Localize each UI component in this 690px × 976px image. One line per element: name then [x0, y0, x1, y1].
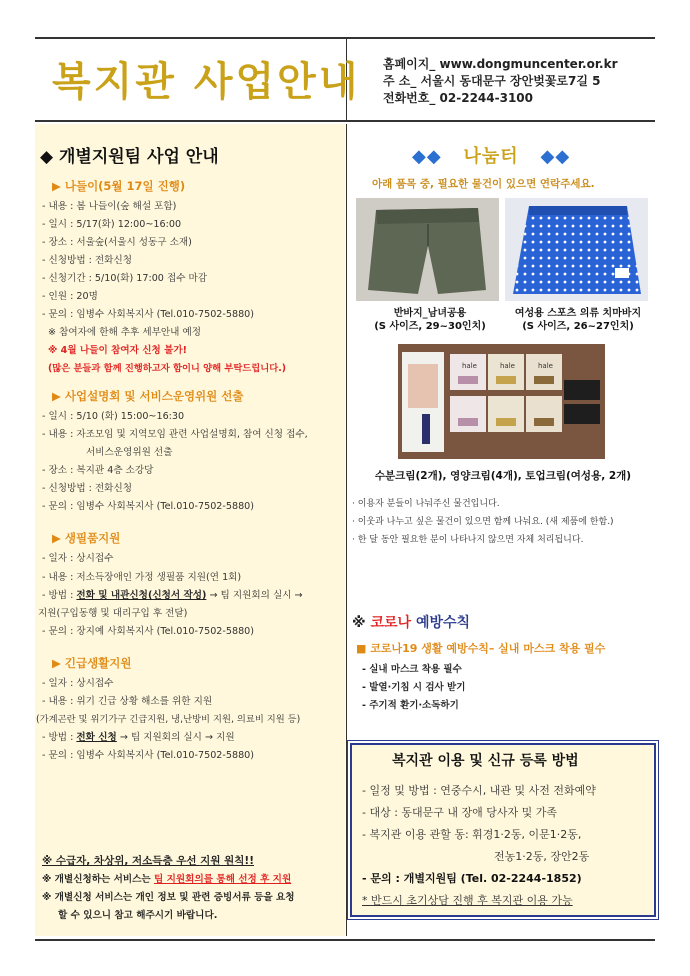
shorts-size: (S 사이즈, 29~30인치)	[374, 321, 486, 332]
share-subtitle: 아래 품목 중, 필요한 물건이 있으면 연락주세요.	[372, 178, 595, 190]
skirt-photo	[505, 198, 648, 301]
left-section-title: ◆ 개별지원팀 사업 안내	[40, 147, 219, 167]
cream-photo	[398, 344, 605, 459]
briefing-heading: ▶ 사업설명회 및 서비스운영위원 선출	[52, 389, 244, 403]
cream-caption: 수분크림(2개), 영양크림(4개), 토업크림(여성용, 2개)	[374, 470, 632, 482]
registration-district: - 복지관 이용 관할 동: 휘경1·2동, 이문1·2동,	[362, 828, 582, 841]
supplies-contact: - 문의 : 장지예 사회복지사 (Tel.010-7502-5880)	[42, 626, 255, 637]
diamond-icon: ◆◆	[412, 146, 442, 167]
privacy-note: ※ 개별신청 서비스는 개인 정보 및 관련 증빙서류 등을 요청	[42, 892, 295, 903]
outing-apology: (많은 분들과 함께 진행하고자 함이니 양해 부탁드립니다.)	[48, 363, 287, 374]
share-note-2: · 이웃과 나누고 싶은 물건이 있으면 함께 나눠요. (새 제품에 한함.)	[352, 517, 614, 527]
emergency-contact: - 문의 : 임병수 사회복지사 (Tel.010-7502-5880)	[42, 750, 255, 761]
registration-title: 복지관 이용 및 신규 등록 방법	[392, 753, 579, 769]
brand-label: hale	[500, 362, 515, 370]
emergency-content: - 내용 : 위기 긴급 상황 해소를 위한 지원	[42, 696, 213, 707]
registration-schedule: - 일정 및 방법 : 연중수시, 내관 및 사전 전화예약	[362, 784, 596, 797]
share-note-3: · 한 달 동안 필요한 분이 나타나지 않으면 자체 처리됩니다.	[352, 535, 584, 545]
outing-content: - 내용 : 봄 나들이(숲 해설 포함)	[42, 201, 177, 212]
homepage-url[interactable]: 홈페이지_ www.dongmuncenter.or.kr	[383, 57, 618, 71]
header-bottom-rule	[35, 120, 655, 122]
supplies-method-rest: → 팀 지원회의 실시 →	[206, 590, 303, 601]
column-divider	[346, 124, 347, 936]
selection-note-highlight: 팀 지원회의를 통해 선정 후 지원	[154, 874, 292, 885]
outing-contact: - 문의 : 임병수 사회복지사 (Tel.010-7502-5880)	[42, 309, 255, 320]
prevention-word: 예방수칙	[415, 615, 471, 631]
page-title: 복지관 사업안내	[52, 59, 361, 105]
emergency-method	[42, 729, 235, 743]
outing-place: - 장소 : 서울숲(서울시 성동구 소재)	[42, 237, 192, 248]
emergency-heading: ▶ 긴급생활지원	[52, 656, 132, 670]
selection-note	[42, 871, 291, 885]
reference-mark: ※	[352, 615, 366, 631]
supplies-method-label: - 방법 :	[42, 590, 77, 601]
corona-word: 코로나	[370, 615, 412, 631]
skirt-size: (S 사이즈, 26~27인치)	[522, 321, 634, 332]
briefing-content: - 내용 : 자조모임 및 지역모임 관련 사업설명회, 참여 신청 접수,	[42, 429, 308, 440]
outing-method: - 신청방법 : 전화신청	[42, 255, 132, 266]
priority-note: ※ 수급자, 차상위, 저소득층 우선 지원 원칙!!	[42, 855, 254, 867]
supplies-method-cont: 지원(구입동행 및 대리구입 후 전달)	[38, 608, 188, 619]
briefing-place: - 장소 : 복지관 4층 소강당	[42, 465, 154, 476]
share-note-1: · 이용자 분들이 나눠주신 물건입니다.	[352, 499, 500, 509]
briefing-date: - 일시 : 5/10 (화) 15:00~16:30	[42, 411, 185, 422]
outing-note: ※ 참여자에 한해 추후 세부안내 예정	[48, 327, 202, 338]
skirt-caption: 여성용 스포츠 의류 치마바지	[514, 308, 642, 319]
outing-date: - 일시 : 5/17(화) 12:00~16:00	[42, 219, 182, 230]
registration-district-cont: 전농1·2동, 장안2동	[494, 850, 590, 863]
shorts-image	[356, 198, 499, 301]
emergency-method-rest: → 팀 지원회의 실시 → 지원	[116, 732, 235, 743]
registration-note: * 반드시 초기상담 진행 후 복지관 이용 가능	[362, 894, 573, 907]
share-title-text: 나눔터	[463, 146, 519, 167]
briefing-content-cont: 서비스운영위원 선출	[86, 447, 173, 458]
outing-heading: ▶ 나들이(5월 17일 진행)	[52, 179, 186, 193]
briefing-method: - 신청방법 : 전화신청	[42, 483, 132, 494]
registration-contact: - 문의 : 개별지원팀 (Tel. 02-2244-1852)	[362, 872, 582, 885]
supplies-heading: ▶ 생필품지원	[52, 531, 121, 545]
outing-capacity: - 인원 : 20명	[42, 291, 98, 302]
supplies-method-highlight: 전화 및 내관신청(신청서 작성)	[76, 590, 207, 601]
bottom-rule	[35, 939, 655, 941]
outing-deadline: - 신청기간 : 5/10(화) 17:00 접수 마감	[42, 273, 208, 284]
share-title	[412, 142, 570, 168]
brand-label: hale	[462, 362, 477, 370]
supplies-date: - 일자 : 상시접수	[42, 553, 114, 564]
cream-image	[398, 344, 605, 459]
supplies-method	[42, 587, 303, 601]
skirt-image	[505, 198, 648, 301]
shorts-caption: 반바지_남녀공용	[393, 308, 467, 319]
selection-note-label: ※ 개별신청하는 서비스는	[42, 874, 155, 885]
emergency-content-cont: (가계곤란 및 위기가구 긴급지원, 냉,난방비 지원, 의료비 지원 등)	[36, 714, 301, 725]
emergency-method-label: - 방법 :	[42, 732, 77, 743]
supplies-content: - 내용 : 저소득장애인 가정 생필품 지원(연 1회)	[42, 572, 242, 583]
phone: 전화번호_ 02-2244-3100	[383, 91, 534, 105]
corona-rule-test: - 발열·기침 시 검사 받기	[362, 682, 466, 693]
emergency-date: - 일자 : 상시접수	[42, 678, 114, 689]
privacy-note-cont: 할 수 있으니 참고 해주시기 바랍니다.	[58, 910, 218, 921]
briefing-contact: - 문의 : 임병수 사회복지사 (Tel.010-7502-5880)	[42, 501, 255, 512]
corona-rule-mask: - 실내 마스크 착용 필수	[362, 664, 462, 675]
registration-target: - 대상 : 동대문구 내 장애 당사자 및 가족	[362, 806, 558, 819]
outing-warning: ※ 4월 나들이 참여자 신청 불가!	[48, 345, 188, 356]
shorts-photo	[356, 198, 499, 301]
top-rule	[35, 37, 655, 39]
corona-title	[352, 612, 470, 632]
corona-rule-ventilate: - 주기적 환기·소독하기	[362, 700, 459, 711]
corona-subtitle: ■ 코로나19 생활 예방수칙– 실내 마스크 착용 필수	[356, 642, 606, 655]
diamond-icon: ◆◆	[540, 146, 571, 167]
emergency-method-highlight: 전화 신청	[76, 732, 117, 743]
address: 주 소_ 서울시 동대문구 장안벚꽃로7길 5	[383, 74, 601, 88]
brand-label: hale	[538, 362, 553, 370]
